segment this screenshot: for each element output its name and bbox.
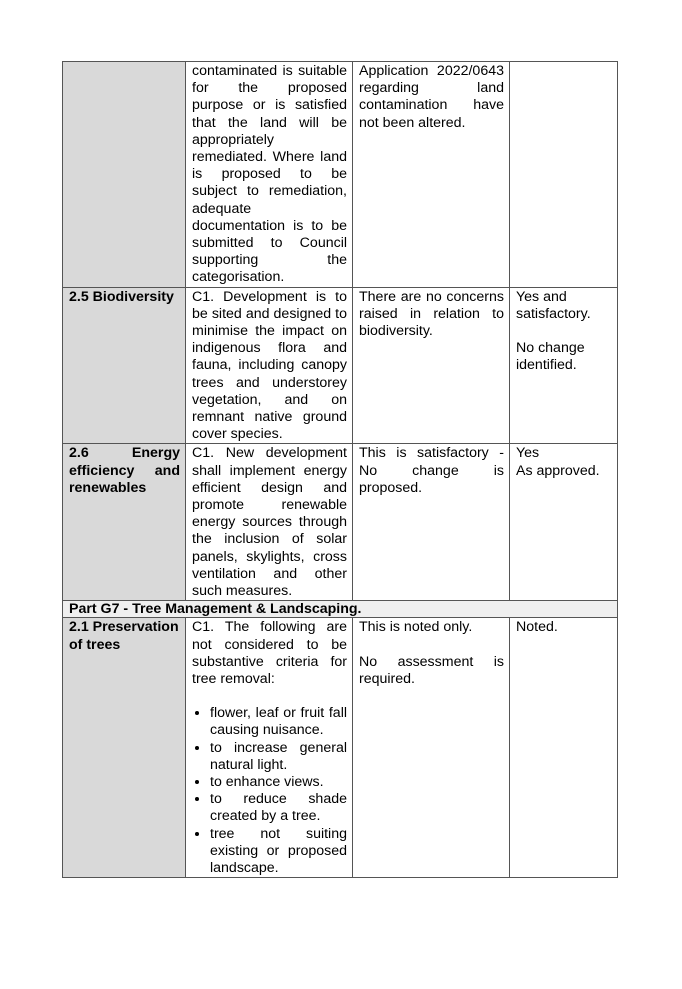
list-item: • flower, leaf or fruit fall causing nuisance. — [210, 705, 347, 739]
complies-text: Yes and satisfactory. — [516, 288, 591, 322]
section-title: Part G7 - Tree Management & Landscaping. — [63, 601, 618, 618]
table-row-continued — [63, 62, 618, 288]
section-heading-row — [63, 601, 618, 618]
list-item: • to reduce shade created by a tree. — [210, 791, 347, 825]
control-intro: C1. The following are not considered to be substantive criteria for tree removal: — [192, 619, 347, 687]
assessment-cell: Application 2022/0643 regarding land contamination have not been altered. — [353, 62, 510, 288]
complies-note: No change identified. — [516, 340, 585, 374]
heading-cell: 2.1 Preservation of trees — [63, 618, 186, 878]
complies-cell — [510, 62, 618, 288]
assessment-text: This is noted only. — [359, 619, 473, 636]
table-row-trees — [63, 618, 618, 878]
assessment-table — [62, 61, 618, 878]
heading-cell: 2.5 Biodiversity — [63, 287, 186, 444]
complies-cell: Noted. — [510, 618, 618, 878]
list-item: • to enhance views. — [210, 774, 347, 791]
complies-text: Yes — [516, 445, 540, 462]
assessment-cell — [353, 618, 510, 878]
control-cell: contaminated is suitable for the proposed purpose or is satisfied that the land will be appropriately remediated. Where land is proposed to be subject to remediation, adequate documentation is to be submitted to Council supporting the categorisation. — [186, 62, 353, 288]
heading-cell — [63, 62, 186, 288]
criteria-list — [192, 705, 347, 877]
complies-cell — [510, 444, 618, 601]
complies-cell — [510, 287, 618, 444]
complies-note: As approved. — [516, 462, 600, 479]
control-cell: C1. New development shall implement energy efficient design and promote renewable energy sources through the inclusion of solar panels, skylights, cross ventilation and other such measures. — [186, 444, 353, 601]
list-item: • to increase general natural light. — [210, 740, 347, 774]
heading-cell: 2.6 Energy efficiency and renewables — [63, 444, 186, 601]
control-cell — [186, 618, 353, 878]
control-cell: C1. Development is to be sited and designed to minimise the impact on indigenous flora and fauna, including canopy trees and understorey vegetation, and on remnant native ground cover species. — [186, 287, 353, 444]
assessment-note: No assessment is required. — [359, 653, 504, 687]
list-item: • tree not suiting existing or proposed landscape. — [210, 826, 347, 878]
table-row-biodiversity — [63, 287, 618, 444]
assessment-cell: There are no concerns raised in relation to biodiversity. — [353, 287, 510, 444]
table-row-energy — [63, 444, 618, 601]
assessment-cell: This is satisfactory - No change is proposed. — [353, 444, 510, 601]
